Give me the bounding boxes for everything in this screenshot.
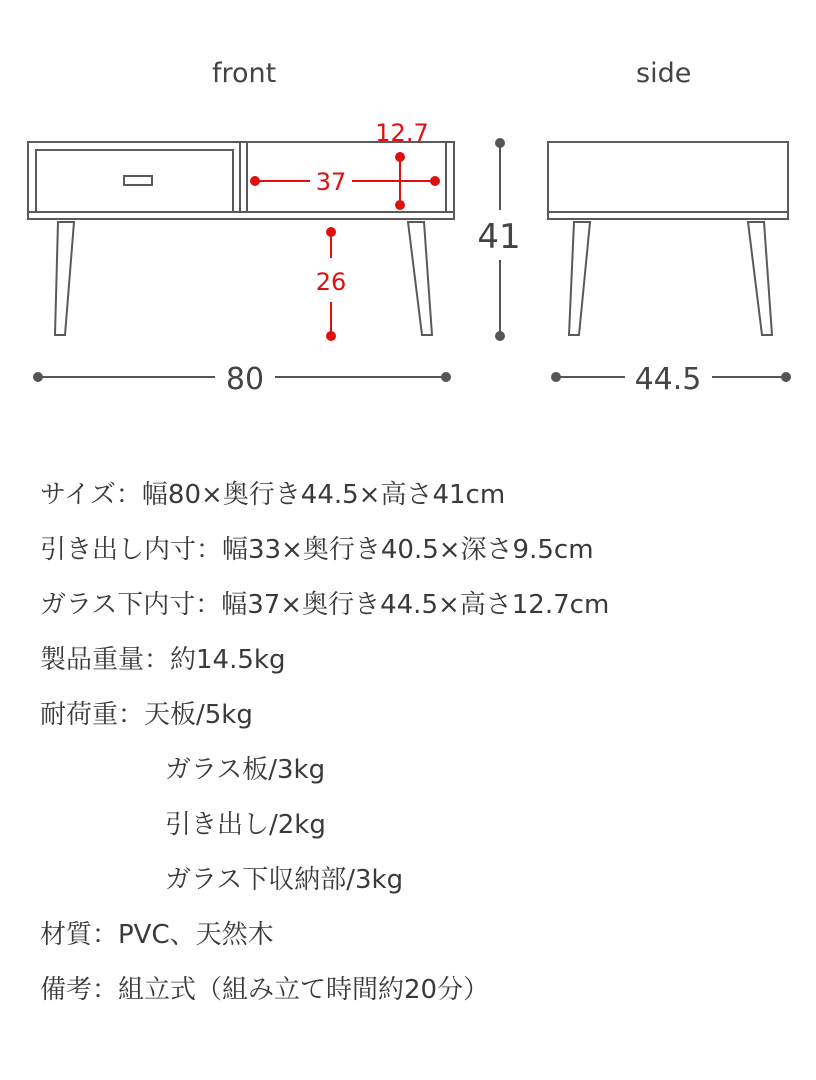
front-right-leg: [408, 222, 432, 335]
side-depth-dot-right: [782, 373, 790, 381]
glass-height-label: 12.7: [375, 119, 429, 147]
spec-load-storage: ガラス下収納部/3kg: [165, 865, 404, 895]
side-view-label: side: [636, 58, 692, 89]
spec-drawer-inner: 引き出し内寸：幅33×奥行き40.5×深さ9.5cm: [40, 535, 594, 565]
spec-notes: 備考：組立式（組み立て時間約20分）: [40, 975, 490, 1005]
front-view: [28, 142, 454, 335]
drawer-front: [36, 150, 233, 212]
side-left-leg: [569, 222, 590, 335]
side-view: [548, 142, 788, 335]
total-height-dot-bottom: [496, 332, 504, 340]
side-depth-label: 44.5: [634, 362, 702, 397]
side-right-leg: [748, 222, 772, 335]
side-depth-dot-left: [552, 373, 560, 381]
glass-width-dot-right: [431, 177, 439, 185]
dimension-labels: [226, 119, 701, 397]
spec-load-top: 耐荷重：天板/5kg: [40, 700, 253, 730]
total-height-dot-top: [496, 139, 504, 147]
front-left-leg: [55, 222, 74, 335]
spec-weight: 製品重量：約14.5kg: [40, 645, 286, 675]
furniture-dimension-diagram: [0, 0, 816, 420]
glass-height-dot-top: [396, 153, 404, 161]
total-height-label: 41: [477, 217, 521, 257]
spec-load-glass: ガラス板/3kg: [165, 755, 326, 785]
side-table-body: [548, 142, 788, 219]
leg-height-label: 26: [315, 268, 347, 296]
spec-glass-inner: ガラス下内寸：幅37×奥行き44.5×高さ12.7cm: [40, 590, 610, 620]
front-view-label: front: [212, 58, 277, 89]
glass-width-label: 37: [315, 168, 347, 196]
front-width-dot-right: [442, 373, 450, 381]
spec-size: サイズ：幅80×奥行き44.5×高さ41cm: [40, 480, 506, 510]
front-width-dot-left: [34, 373, 42, 381]
glass-width-dot-left: [251, 177, 259, 185]
glass-height-dot-bottom: [396, 201, 404, 209]
spec-material: 材質：PVC、天然木: [40, 920, 274, 950]
front-width-label: 80: [225, 362, 265, 397]
spec-load-drawer: 引き出し/2kg: [165, 810, 326, 840]
leg-height-dot-bottom: [327, 332, 335, 340]
leg-height-dot-top: [327, 228, 335, 236]
drawer-handle: [124, 176, 152, 185]
